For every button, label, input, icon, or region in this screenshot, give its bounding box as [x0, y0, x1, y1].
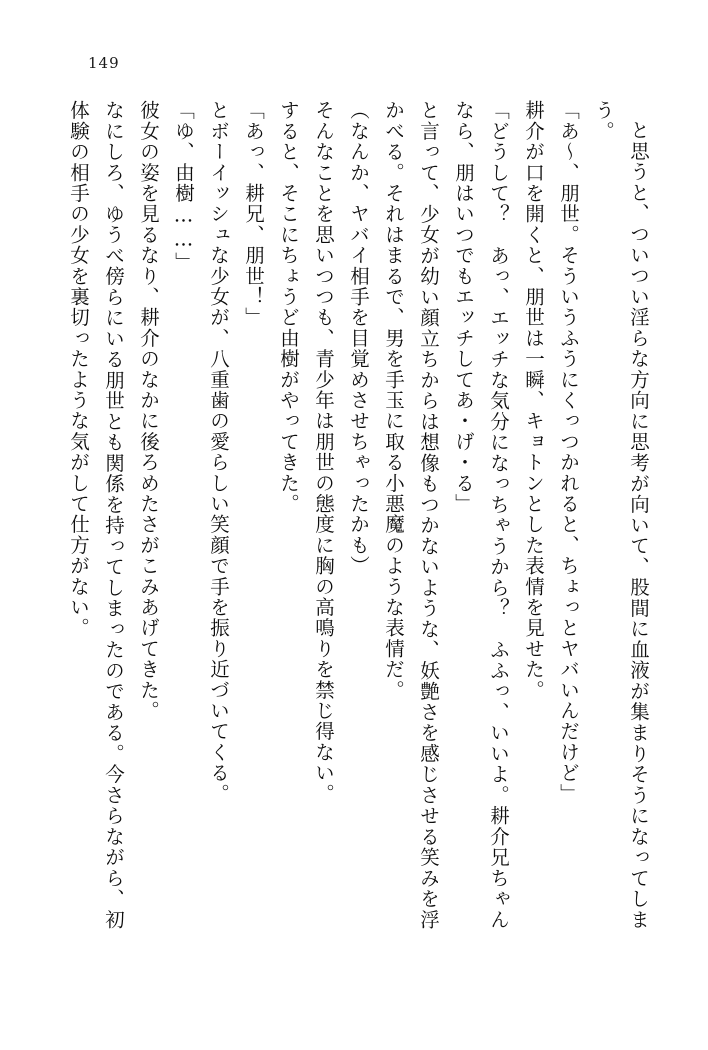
body-paragraph: 「どうして？ あっ、エッチな気分になっちゃうから？ ふふっ、いいよ。耕介兄ちゃんなら、朋はいつでもエッチしてあ・げ・る」: [452, 100, 510, 930]
body-paragraph: 「あ～、朋世。そういうふうにくっつかれると、ちょっとヤバいんだけど」: [557, 100, 580, 804]
body-paragraph: 「ゆ、由樹……」: [172, 100, 195, 273]
body-paragraph: （なんか、ヤバイ相手を目覚めさせちゃったかも）: [347, 100, 370, 577]
body-paragraph: すると、そこにちょうど由樹がやってきた。: [277, 100, 300, 514]
body-paragraph: なにしろ、ゆうべ傍らにいる朋世とも関係を持ってしまったのである。今さらながら、初体験の相手の少女を裏切ったような気がして仕方がない。: [67, 100, 125, 930]
body-paragraph: と思うと、ついつい淫らな方向に思考が向いて、股間に血液が集まりそうになってしまう。: [592, 100, 650, 930]
body-paragraph: とボーイッシュな少女が、八重歯の愛らしい笑顔で手を振り近づいてくる。: [207, 100, 230, 804]
body-paragraph: 彼女の姿を見るなり、耕介のなかに後ろめたさがこみあげてきた。: [137, 100, 160, 721]
page-body-text: [67, 100, 656, 930]
body-paragraph: そんなことを思いつつも、青少年は朋世の態度に胸の高鳴りを禁じ得ない。: [312, 100, 335, 804]
body-paragraph: 耕介が口を開くと、朋世は一瞬、キョトンとした表情を見せた。: [522, 100, 545, 701]
page-number: 149: [88, 54, 120, 72]
body-paragraph: と言って、少女が幼い顔立ちからは想像もつかないような、妖艶さを感じさせる笑みを浮かべる。それはまるで、男を手玉に取る小悪魔のような表情だ。: [382, 100, 440, 930]
body-paragraph: 「あっ、耕兄、朋世！」: [242, 100, 265, 328]
